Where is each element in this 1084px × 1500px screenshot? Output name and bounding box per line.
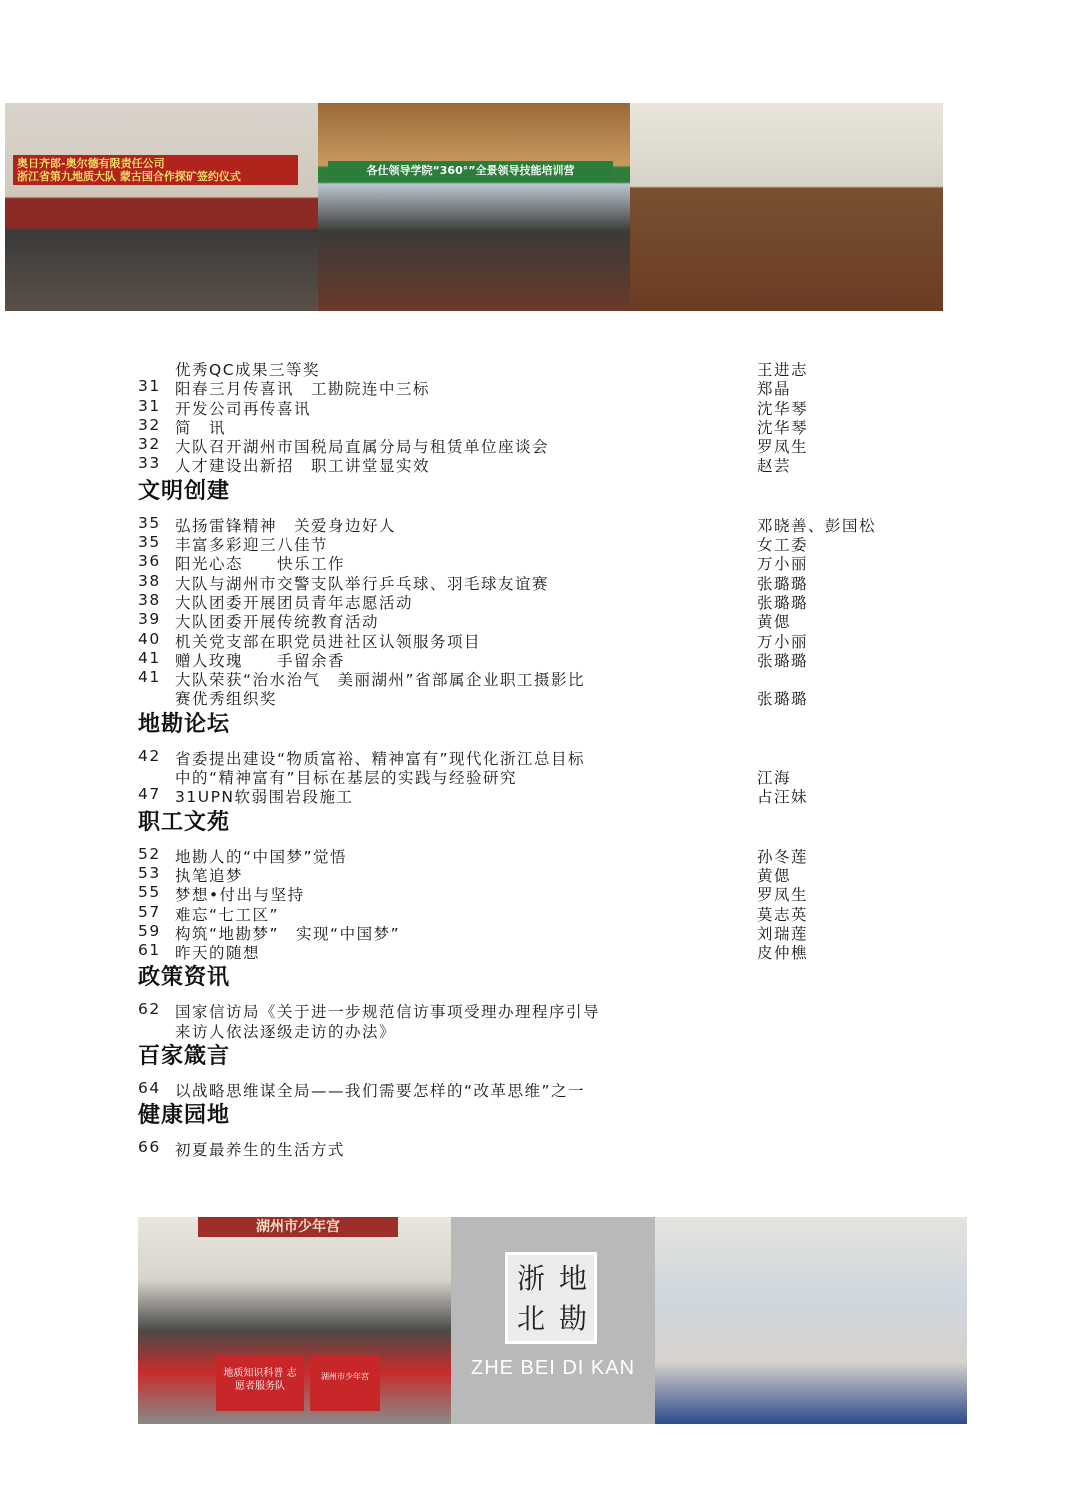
signing-ceremony-photo: [5, 103, 318, 311]
toc-entry: [138, 416, 898, 435]
page-number: 32: [138, 415, 161, 434]
toc-entry: [138, 435, 898, 457]
toc-entry: [138, 1138, 898, 1160]
entry-author: 占汪妹: [757, 788, 809, 807]
page-number: 31: [138, 396, 161, 415]
page-number: 62: [138, 1000, 161, 1019]
entry-title: 国家信访局《关于进一步规范信访事项受理办理程序引导: [175, 1003, 601, 1022]
toc-entry: [138, 903, 898, 922]
toc-entry: [138, 514, 898, 533]
page-number: 57: [138, 902, 161, 921]
entry-title: 大队与湖州市交警支队举行乒乓球、羽毛球友谊赛: [175, 574, 550, 593]
entry-author: 沈华琴: [757, 399, 809, 418]
entry-title: 执笔追梦: [175, 866, 244, 885]
entry-author: 张璐璐: [757, 651, 809, 670]
entry-author: 孙冬莲: [757, 847, 809, 866]
section-heading: 职工文苑: [138, 809, 231, 835]
toc-entry: [138, 922, 898, 941]
toc-entry: [138, 377, 898, 399]
section-heading: 文明创建: [138, 478, 231, 504]
page-number: 31: [138, 377, 161, 396]
entry-author: 张璐璐: [757, 593, 809, 612]
entry-title: 弘扬雷锋精神 关爱身边好人: [175, 516, 397, 535]
entry-title: 简 讯: [175, 418, 227, 437]
entry-title: 阳光心态 快乐工作: [175, 555, 346, 574]
entry-author: 罗凤生: [757, 438, 809, 457]
page-number: 41: [138, 648, 161, 667]
entry-title: 初夏最养生的生活方式: [175, 1141, 346, 1160]
entry-title: 赛优秀组织奖: [175, 690, 278, 709]
entry-author: 万小丽: [757, 632, 809, 651]
entry-author: 黄偲: [757, 613, 792, 632]
toc-entry: [138, 1020, 898, 1039]
entry-author: 罗凤生: [757, 886, 809, 905]
entry-title: 人才建设出新招 职工讲堂显实效: [175, 457, 431, 476]
logo-char: 勘: [558, 1302, 587, 1335]
section-heading: 政策资讯: [138, 965, 231, 991]
training-group-photo: [318, 103, 630, 311]
youth-palace-group-photo: [138, 1217, 451, 1424]
toc-entry: [138, 766, 898, 788]
entry-title: 丰富多彩迎三八佳节: [175, 536, 329, 555]
toc-entry: [138, 668, 898, 690]
entry-author: 莫志英: [757, 905, 809, 924]
photo-banner: 奥日齐郎-奥尔德有限责任公司 浙江省第九地质大队 蒙古国合作探矿签约仪式: [13, 155, 298, 185]
logo-char: 地: [558, 1262, 587, 1295]
toc-entry: [138, 591, 898, 610]
entry-title: 大队荣获“治水治气 美丽湖州”省部属企业职工摄影比: [175, 671, 586, 690]
entry-title: 31UPN软弱围岩段施工: [175, 788, 354, 807]
page-number: 39: [138, 610, 161, 629]
page-number: 41: [138, 668, 161, 687]
logo-english: ZHE BEI DI KAN: [470, 1357, 636, 1379]
entry-title: 地勘人的“中国梦”觉悟: [175, 847, 348, 866]
toc-entry: [138, 533, 898, 555]
entry-title: 大队团委开展传统教育活动: [175, 613, 380, 632]
page-number: 38: [138, 590, 161, 609]
page-number: 38: [138, 571, 161, 590]
toc-entry: [138, 358, 898, 377]
building-sign: 湖州市少年宫: [198, 1217, 398, 1237]
entry-author: 黄偲: [757, 866, 792, 885]
entry-title: 大队召开湖州市国税局直属分局与租赁单位座谈会: [175, 438, 550, 457]
page-number: 40: [138, 629, 161, 648]
toc-entry: [138, 883, 898, 905]
entry-title: 昨天的随想: [175, 944, 261, 963]
page-number: 32: [138, 435, 161, 454]
toc-entry: [138, 610, 898, 632]
section-heading: 百家箴言: [138, 1044, 231, 1070]
toc-entry: [138, 687, 898, 709]
entry-author: 邓晓善、彭国松: [757, 516, 877, 535]
toc-entry: [138, 864, 898, 883]
entry-title: 构筑“地勘梦” 实现“中国梦”: [175, 924, 401, 943]
entry-author: 王进志: [757, 361, 809, 379]
entry-title: 阳春三月传喜讯 工勘院连中三标: [175, 380, 431, 399]
page-number: 66: [138, 1138, 161, 1157]
toc-entry: [138, 1079, 898, 1101]
page-number: 36: [138, 552, 161, 571]
entry-author: 万小丽: [757, 555, 809, 574]
page-number: 52: [138, 844, 161, 863]
toc-entry: [138, 630, 898, 649]
entry-author: 江海: [757, 769, 792, 788]
entry-author: 皮仲樵: [757, 944, 809, 963]
page-number: 35: [138, 513, 161, 532]
table-of-contents: [138, 358, 898, 1158]
logo-char: 北: [516, 1302, 545, 1335]
page-number: 33: [138, 454, 161, 473]
entry-author: 郑晶: [757, 380, 792, 399]
entry-title: 优秀QC成果三等奖: [175, 361, 321, 379]
toc-entry: [138, 1000, 898, 1022]
toc-entry: [138, 454, 898, 476]
page-number: 59: [138, 921, 161, 940]
entry-title: 来访人依法逐级走访的办法》: [175, 1022, 397, 1041]
page-number: 64: [138, 1079, 161, 1098]
toc-entry: [138, 941, 898, 963]
page-number: 35: [138, 533, 161, 552]
page-number: 55: [138, 883, 161, 902]
magazine-logo: [451, 1217, 655, 1424]
entry-title: 梦想•付出与坚持: [175, 886, 305, 905]
entry-author: 张璐璐: [757, 574, 809, 593]
entry-author: 赵芸: [757, 457, 792, 476]
toc-entry: [138, 785, 898, 807]
page-number: 42: [138, 746, 161, 765]
entry-title: 省委提出建设“物质富裕、精神富有”现代化浙江总目标: [175, 749, 586, 768]
toc-entry: [138, 845, 898, 864]
page-number: 47: [138, 785, 161, 804]
toc-entry: [138, 552, 898, 574]
page-number: 61: [138, 941, 161, 960]
entry-title: 开发公司再传喜讯: [175, 399, 312, 418]
entry-title: 中的“精神富有”目标在基层的实践与经验研究: [175, 769, 518, 788]
toc-entry: [138, 572, 898, 591]
logo-seal: [505, 1252, 597, 1344]
toc-entry: [138, 649, 898, 668]
toc-entry: [138, 747, 898, 766]
entry-author: 张璐璐: [757, 690, 809, 709]
youth-palace-flag: 湖州市少年宫: [310, 1355, 380, 1411]
page-number: 53: [138, 863, 161, 882]
photo-banner: 各仕领导学院“360°”全景领导技能培训营: [328, 161, 613, 181]
logo-char: 浙: [516, 1262, 545, 1295]
entry-title: 机关党支部在职党员进社区认领服务项目: [175, 632, 482, 651]
entry-author: 沈华琴: [757, 418, 809, 437]
entry-author: 女工委: [757, 536, 809, 555]
entry-author: 刘瑞莲: [757, 924, 809, 943]
entry-title: 赠人玫瑰 手留余香: [175, 651, 346, 670]
meeting-room-photo: [630, 103, 943, 311]
entry-title: 大队团委开展团员青年志愿活动: [175, 593, 414, 612]
section-heading: 健康园地: [138, 1103, 231, 1129]
toc-entry: [138, 397, 898, 416]
section-heading: 地勘论坛: [138, 711, 231, 737]
entry-title: 以战略思维谋全局——我们需要怎样的“改革思维”之一: [175, 1082, 586, 1101]
volunteer-flag: 地质知识科普 志愿者服务队: [216, 1355, 304, 1411]
specimen-exhibition-photo: [655, 1217, 967, 1424]
entry-title: 难忘“七工区”: [175, 905, 280, 924]
